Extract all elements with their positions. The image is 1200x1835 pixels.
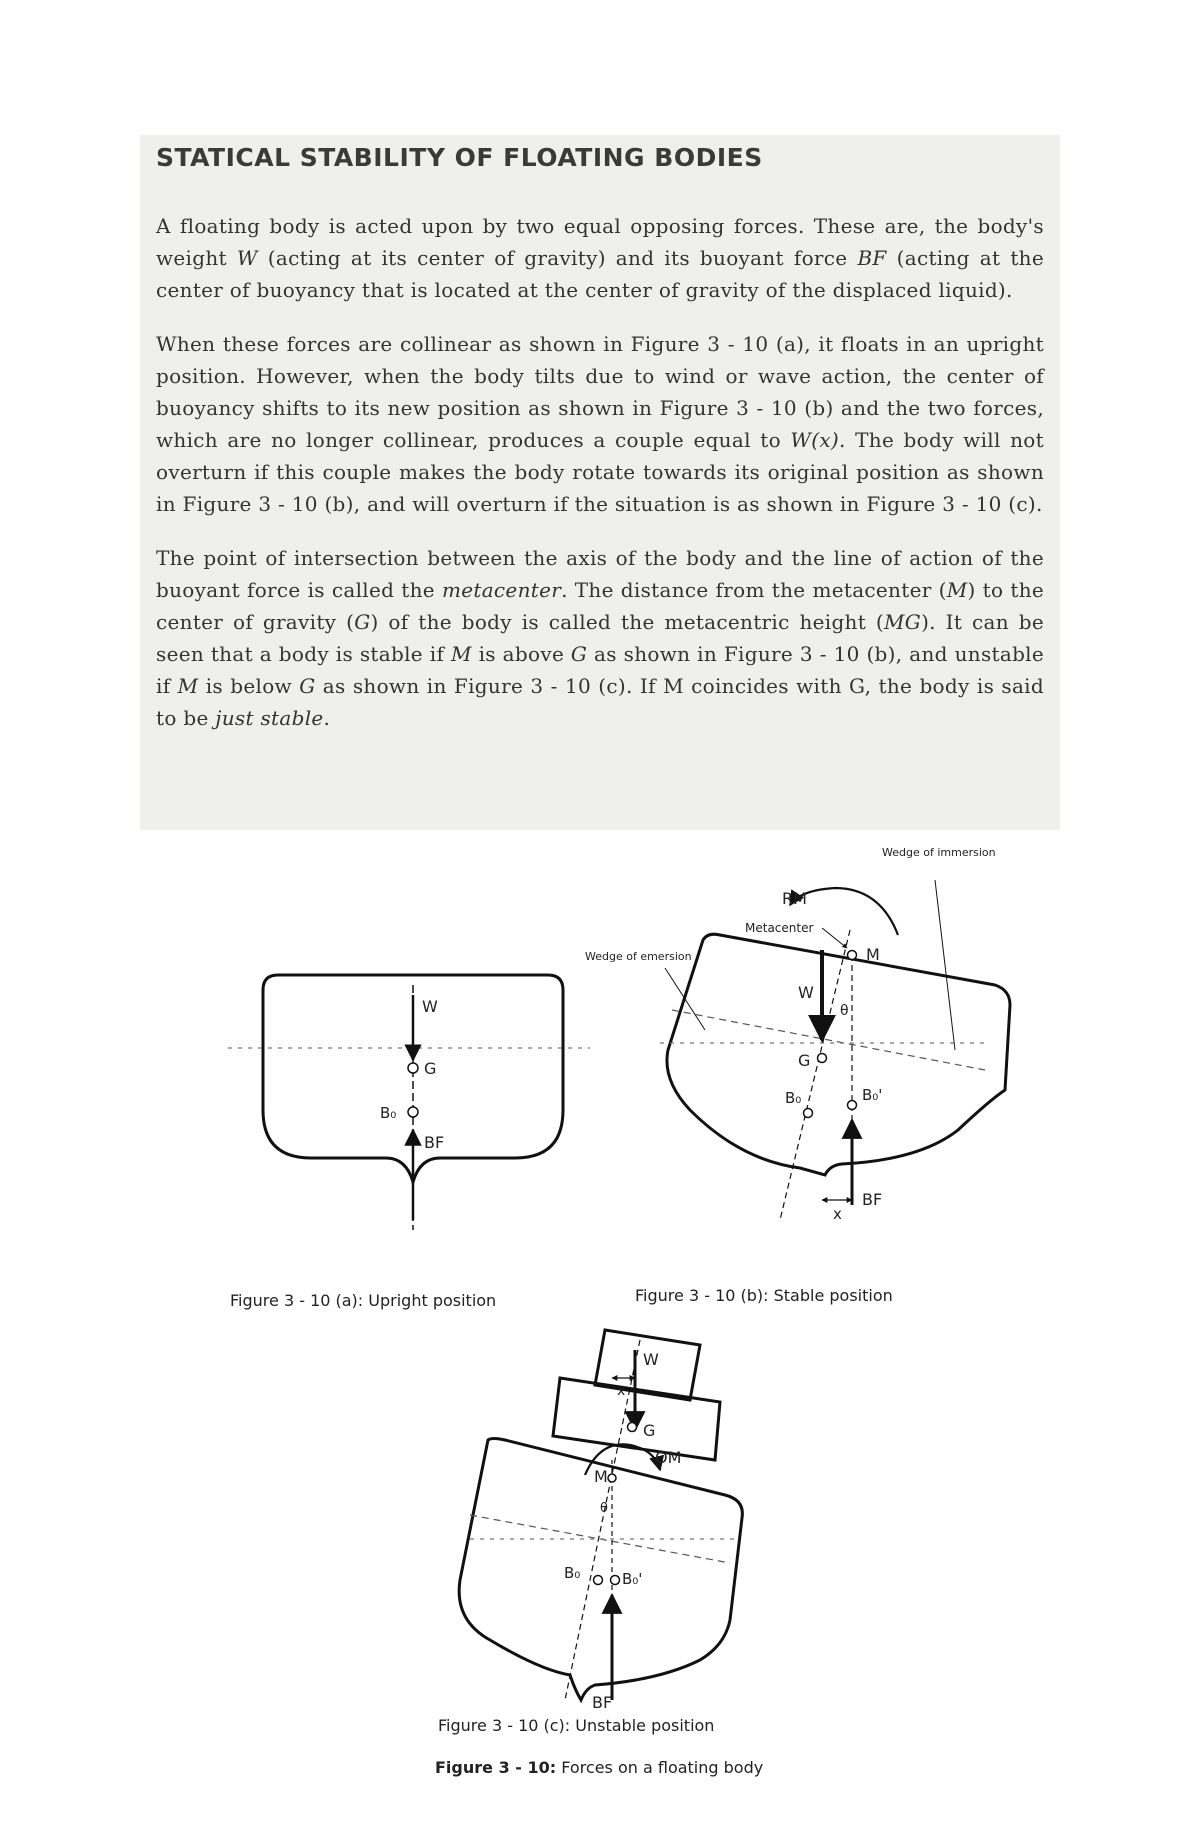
italic-term: G xyxy=(299,674,316,698)
text-run: is below xyxy=(198,674,300,698)
label-bf-a: BF xyxy=(424,1133,445,1152)
text-run: is above xyxy=(471,642,571,666)
label-g-c: G xyxy=(643,1421,656,1440)
wedge-emersion-leader xyxy=(665,968,705,1030)
label-b0p-c: B₀' xyxy=(622,1570,643,1588)
tilted-axis-b xyxy=(780,930,850,1220)
text-run: (acting at its center of gravity) and its buoyant force xyxy=(257,246,858,270)
shifted-buoyancy-c xyxy=(611,1576,620,1585)
label-w-c: W xyxy=(643,1350,659,1369)
italic-term: MG xyxy=(884,610,922,634)
label-b0-a: B₀ xyxy=(380,1104,397,1122)
italic-term: W(x) xyxy=(790,428,840,452)
text-run: . The distance from the metacenter ( xyxy=(561,578,947,602)
figure-c xyxy=(459,1330,742,1712)
main-caption-label: Figure 3 - 10: xyxy=(435,1758,557,1777)
label-metacenter: Metacenter xyxy=(745,921,814,935)
hull-tilted-b xyxy=(667,934,1010,1175)
figure-a xyxy=(228,975,590,1230)
center-of-buoyancy-c xyxy=(594,1576,603,1585)
text-run: (acting at the center of buoyancy that is located at the center of gravity of the displaced liquid). xyxy=(156,246,1044,302)
tilted-axis-c xyxy=(565,1340,643,1700)
text-run: as shown in Figure 3 - 10 (b), and unstable if xyxy=(156,642,1045,698)
italic-term: M xyxy=(946,578,968,602)
label-m-c: M xyxy=(594,1467,608,1486)
metacenter-point-b xyxy=(848,951,857,960)
italic-term: M xyxy=(177,674,199,698)
wedge-immersion-leader xyxy=(935,880,955,1050)
italic-term: metacenter xyxy=(441,578,562,602)
label-bf-b: BF xyxy=(862,1190,883,1209)
center-of-gravity-b xyxy=(818,1054,827,1063)
metacenter-point-c xyxy=(608,1474,616,1482)
label-om: OM xyxy=(655,1448,682,1467)
center-of-gravity-a xyxy=(408,1063,418,1073)
italic-term: just stable xyxy=(215,706,324,730)
label-w-a: W xyxy=(422,997,438,1016)
italic-term: W xyxy=(236,246,258,270)
center-of-gravity-c xyxy=(628,1423,637,1432)
label-b0-c: B₀ xyxy=(564,1564,581,1582)
label-b0p-b: B₀' xyxy=(862,1086,883,1104)
center-of-buoyancy-a xyxy=(408,1107,418,1117)
text-run: . xyxy=(323,706,331,730)
label-g-a: G xyxy=(424,1059,437,1078)
text-run: . The body will not overturn if this couple makes the body rotate towards its original position as shown in Figure 3 - 10 (b), and will overturn if the situation is as shown in Figure 3 - 10 (c). xyxy=(156,428,1044,516)
center-of-buoyancy-b xyxy=(804,1109,813,1118)
main-figure-caption xyxy=(435,1758,763,1777)
italic-term: G xyxy=(570,642,588,666)
shifted-buoyancy-b xyxy=(848,1101,857,1110)
label-theta-b: θ xyxy=(840,1003,849,1019)
text-run: ). It can be seen that a body is stable if xyxy=(156,610,1044,666)
label-w-b: W xyxy=(798,983,814,1002)
metacenter-leader xyxy=(822,928,847,948)
label-rm: RM xyxy=(782,889,807,908)
italic-term: G xyxy=(354,610,371,634)
text-run: ) to the center of gravity ( xyxy=(156,578,1045,634)
label-bf-c: BF xyxy=(592,1693,613,1712)
label-g-b: G xyxy=(798,1051,811,1070)
section-title: STATICAL STABILITY OF FLOATING BODIES xyxy=(156,143,763,172)
text-run: The point of intersection between the axis of the body and the line of action of the buoyant force is called the xyxy=(156,546,1044,602)
text-run: as shown in Figure 3 - 10 (c). If M coincides with G, the body is said to be xyxy=(156,674,1044,730)
italic-term: BF xyxy=(857,246,887,270)
figure-b xyxy=(585,846,1010,1223)
main-caption-text: Forces on a floating body xyxy=(556,1758,764,1777)
caption-figure-a: Figure 3 - 10 (a): Upright position xyxy=(230,1291,497,1310)
label-x-b: x xyxy=(833,1205,842,1223)
italic-term: M xyxy=(450,642,472,666)
label-x-c: x xyxy=(617,1383,626,1399)
text-run: When these forces are collinear as shown in Figure 3 - 10 (a), it floats in an upright position. However, when the body tilts due to wind or wave action, the center of buoyancy shifts to its new position as shown in Figure 3 - 10 (b) and the two forces, which are no longer collinear, produces a couple equal to xyxy=(156,332,1044,452)
text-run: ) of the body is called the metacentric height ( xyxy=(370,610,885,634)
label-theta-c: θ xyxy=(600,1501,608,1516)
caption-figure-b: Figure 3 - 10 (b): Stable position xyxy=(635,1286,893,1305)
label-b0-b: B₀ xyxy=(785,1089,802,1107)
label-m-b: M xyxy=(866,945,880,964)
caption-figure-c: Figure 3 - 10 (c): Unstable position xyxy=(438,1716,715,1735)
label-wedge-immersion: Wedge of immersion xyxy=(882,846,996,859)
label-wedge-emersion: Wedge of emersion xyxy=(585,950,692,963)
text-run: A floating body is acted upon by two equal opposing forces. These are, the body's weight xyxy=(156,214,1044,270)
